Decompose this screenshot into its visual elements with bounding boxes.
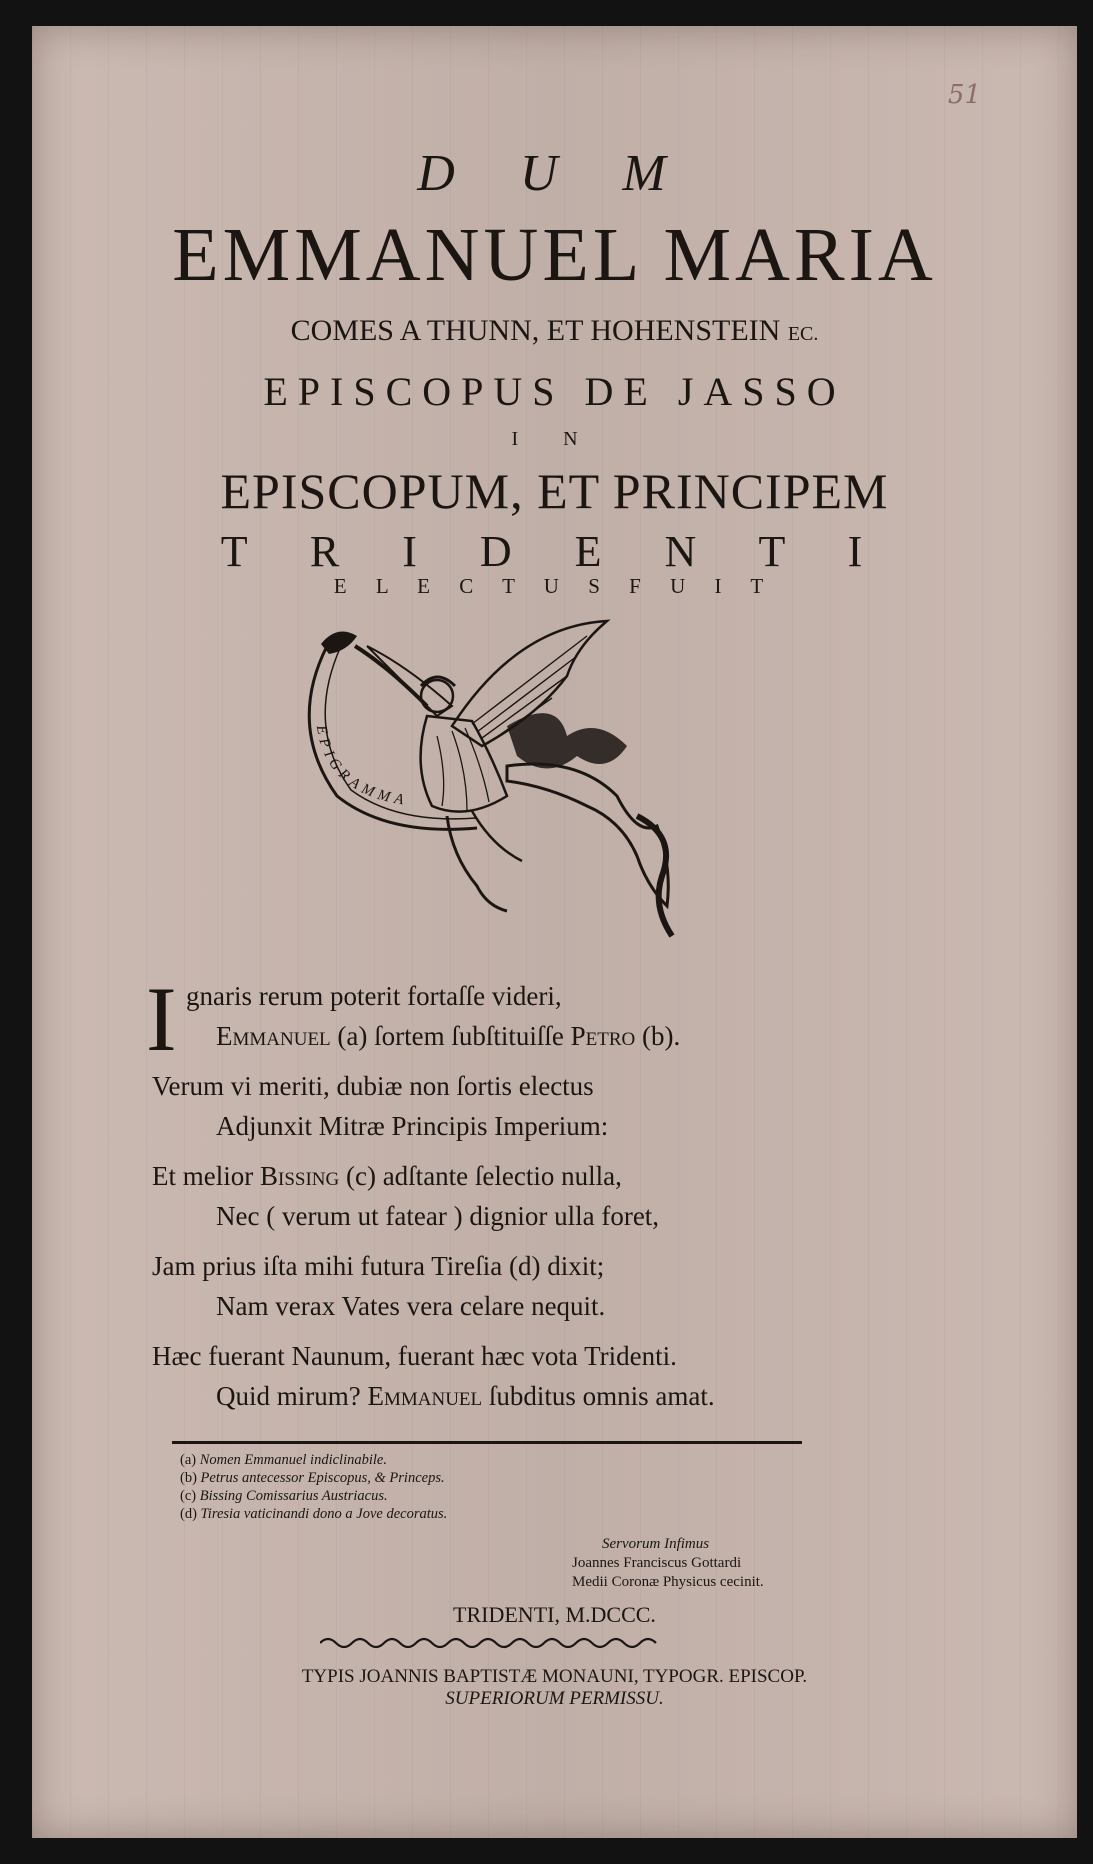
title-electus: E L E C T U S F U I T xyxy=(333,574,776,598)
footnote-text: Tiresia vaticinandi dono a Jove decoratus. xyxy=(200,1506,448,1522)
poem-line: Adjunxit Mitræ Principis Imperium: xyxy=(216,1111,609,1141)
footnote-mark: (d) xyxy=(180,1506,197,1522)
poem-stanza xyxy=(152,1156,912,1236)
footnote xyxy=(180,1505,447,1523)
poem-line: gnaris rerum poterit fortaſſe videri, xyxy=(186,981,562,1011)
footnotes xyxy=(180,1451,447,1523)
angel-emblem-illustration xyxy=(277,606,797,966)
footnote-divider xyxy=(172,1441,802,1444)
title-in: I N xyxy=(511,428,598,450)
name-emmanuel: Emmanuel xyxy=(367,1381,483,1411)
footnote-mark: (a) xyxy=(180,1452,197,1468)
title-comes-suffix: EC. xyxy=(787,323,819,345)
poem-stanza xyxy=(152,1246,912,1326)
title-episcopum: EPISCOPUM, ET PRINCIPEM xyxy=(220,463,889,519)
poem-line: Jam prius iſta mihi futura Tireſia (d) dixit; xyxy=(152,1251,605,1281)
footnote-text: Petrus antecessor Episcopus, & Princeps. xyxy=(200,1470,445,1486)
emblem-label: EPIGRAMMA xyxy=(312,724,410,810)
poem-line: Hæc fuerant Naunum, fuerant hæc vota Tridenti. xyxy=(152,1341,677,1371)
broadside-sheet xyxy=(32,26,1077,1838)
poem-line-text: (a) ſortem ſubſtituiſſe xyxy=(330,1021,571,1051)
author-signature xyxy=(572,1535,764,1592)
ornamental-rule xyxy=(320,1636,660,1650)
footnote xyxy=(180,1451,447,1469)
poem-line-text: (c) adſtante ſelectio nulla, xyxy=(339,1161,622,1191)
poem-line-text: (b). xyxy=(635,1021,681,1051)
drop-cap: I xyxy=(146,968,177,1070)
signature-line: Medii Coronæ Physicus cecinit. xyxy=(572,1574,764,1590)
poem-line-text: Et melior xyxy=(152,1161,260,1191)
name-bissing: Bissing xyxy=(259,1161,340,1191)
footnote-mark: (c) xyxy=(180,1488,197,1504)
name-emmanuel: Emmanuel xyxy=(216,1021,331,1051)
poem-line: Verum vi meriti, dubiæ non ſortis electus xyxy=(152,1071,594,1101)
title-comes-main: COMES A THUNN, ET HOHENSTEIN xyxy=(290,314,781,347)
poem-line-text: Quid mirum? xyxy=(216,1381,368,1411)
title-comes xyxy=(32,314,1077,348)
poem-stanza xyxy=(152,1066,912,1146)
poem-stanza xyxy=(152,1336,912,1416)
poem-stanza xyxy=(152,976,912,1056)
svg-text:EPIGRAMMA xyxy=(313,723,410,809)
poem-line: Nec ( verum ut fatear ) dignior ulla foret, xyxy=(216,1201,660,1231)
manuscript-number: 51 xyxy=(947,80,981,110)
poem-line xyxy=(152,1156,912,1196)
footnote xyxy=(180,1469,447,1487)
footnote-text: Bissing Comissarius Austriacus. xyxy=(199,1488,388,1504)
title-tridenti: T R I D E N T I xyxy=(220,527,889,576)
poem-line xyxy=(152,1376,912,1416)
name-petro: Petro xyxy=(570,1021,636,1051)
signature-line: Servorum Infimus xyxy=(602,1536,710,1552)
signature-line: Joannes Franciscus Gottardi xyxy=(572,1555,742,1571)
footnote-mark: (b) xyxy=(180,1470,197,1486)
title-name: EMMANUEL MARIA xyxy=(172,213,937,297)
poem-line-text: ſubditus omnis amat. xyxy=(482,1381,715,1411)
title-episcopus: EPISCOPUS DE JASSO xyxy=(263,369,846,414)
epigram-poem xyxy=(146,968,912,1426)
poem-line: Nam verax Vates vera celare nequit. xyxy=(216,1291,606,1321)
footnote-text: Nomen Emmanuel indiclinabile. xyxy=(199,1452,387,1468)
imprint-printer: TYPIS JOANNIS BAPTISTÆ MONAUNI, TYPOGR. EPISCOP. xyxy=(301,1666,808,1687)
title-dum: D U M xyxy=(417,145,692,202)
imprint-permission: SUPERIORUM PERMISSU. xyxy=(445,1688,664,1709)
footnote xyxy=(180,1487,447,1505)
imprint-place-date: TRIDENTI, M.DCCC. xyxy=(453,1602,656,1627)
poem-line xyxy=(152,1016,912,1056)
